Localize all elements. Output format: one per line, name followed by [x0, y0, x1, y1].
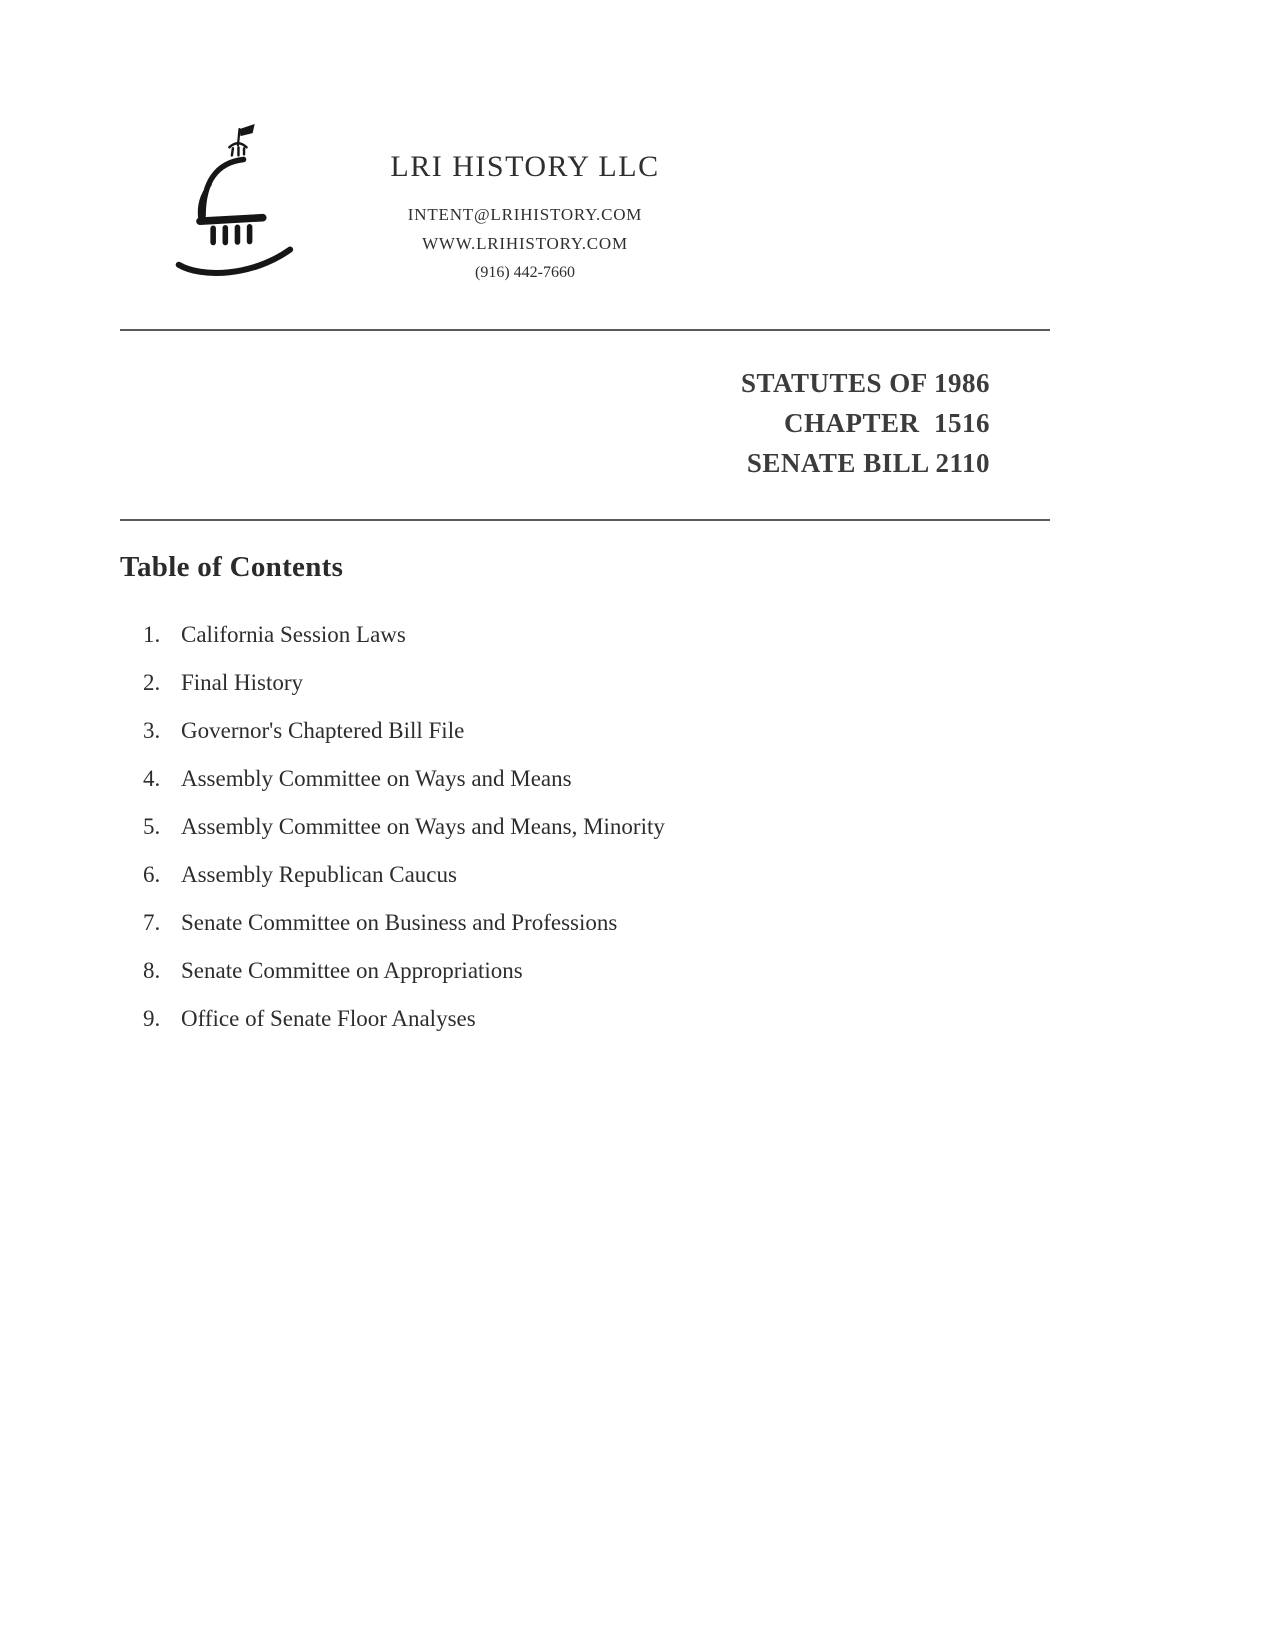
company-website: WWW.LRIHISTORY.COM: [422, 234, 628, 253]
statute-line-senate-bill: SENATE BILL 2110: [746, 448, 990, 478]
toc-item-number: 2.: [143, 670, 161, 695]
letterhead: [172, 122, 1276, 288]
toc-item: [120, 910, 1050, 958]
toc-item-number: 5.: [143, 814, 161, 839]
toc-item: [120, 766, 1050, 814]
toc-item-label: Senate Committee on Appropriations: [181, 958, 523, 983]
statute-block: [120, 363, 1050, 483]
toc-item-number: 1.: [143, 622, 161, 647]
toc-item-number: 8.: [143, 958, 161, 983]
statute-line-chapter: CHAPTER 1516: [783, 408, 990, 438]
toc-title: Table of Contents: [120, 551, 344, 583]
company-phone: (916) 442-7660: [475, 264, 575, 281]
flag-icon: [239, 124, 254, 136]
company-email: INTENT@LRIHISTORY.COM: [407, 205, 643, 224]
toc-item-label: California Session Laws: [181, 622, 406, 647]
page-body: [0, 329, 1276, 1054]
toc-item-number: 4.: [143, 766, 161, 791]
toc-item-label: Assembly Committee on Ways and Means: [181, 766, 572, 791]
toc-item: [120, 814, 1050, 862]
capitol-dome-logo-icon: [172, 122, 310, 284]
toc-item: [120, 622, 1050, 670]
toc-item-number: 3.: [143, 718, 161, 743]
toc-item: [120, 862, 1050, 910]
toc-item: [120, 958, 1050, 1006]
toc-item-label: Final History: [181, 670, 304, 695]
toc-item-label: Assembly Republican Caucus: [181, 862, 457, 887]
divider-middle: [120, 519, 1050, 521]
toc-item-label: Office of Senate Floor Analyses: [181, 1006, 476, 1031]
toc-item: [120, 718, 1050, 766]
toc-item-number: 9.: [143, 1006, 161, 1031]
letterhead-text: [350, 122, 700, 288]
toc-item-number: 6.: [143, 862, 161, 887]
toc-item: [120, 1006, 1050, 1054]
toc-item-label: Governor's Chaptered Bill File: [181, 718, 465, 743]
statute-line-statutes: STATUTES OF 1986: [740, 368, 990, 398]
toc-item-number: 7.: [143, 910, 161, 935]
toc-item-label: Assembly Committee on Ways and Means, Minority: [181, 814, 665, 839]
toc-list: [120, 622, 1050, 1054]
toc-item-label: Senate Committee on Business and Professions: [181, 910, 618, 935]
divider-top: [120, 329, 1050, 331]
company-name: LRI HISTORY LLC: [390, 150, 660, 183]
toc-item: [120, 670, 1050, 718]
